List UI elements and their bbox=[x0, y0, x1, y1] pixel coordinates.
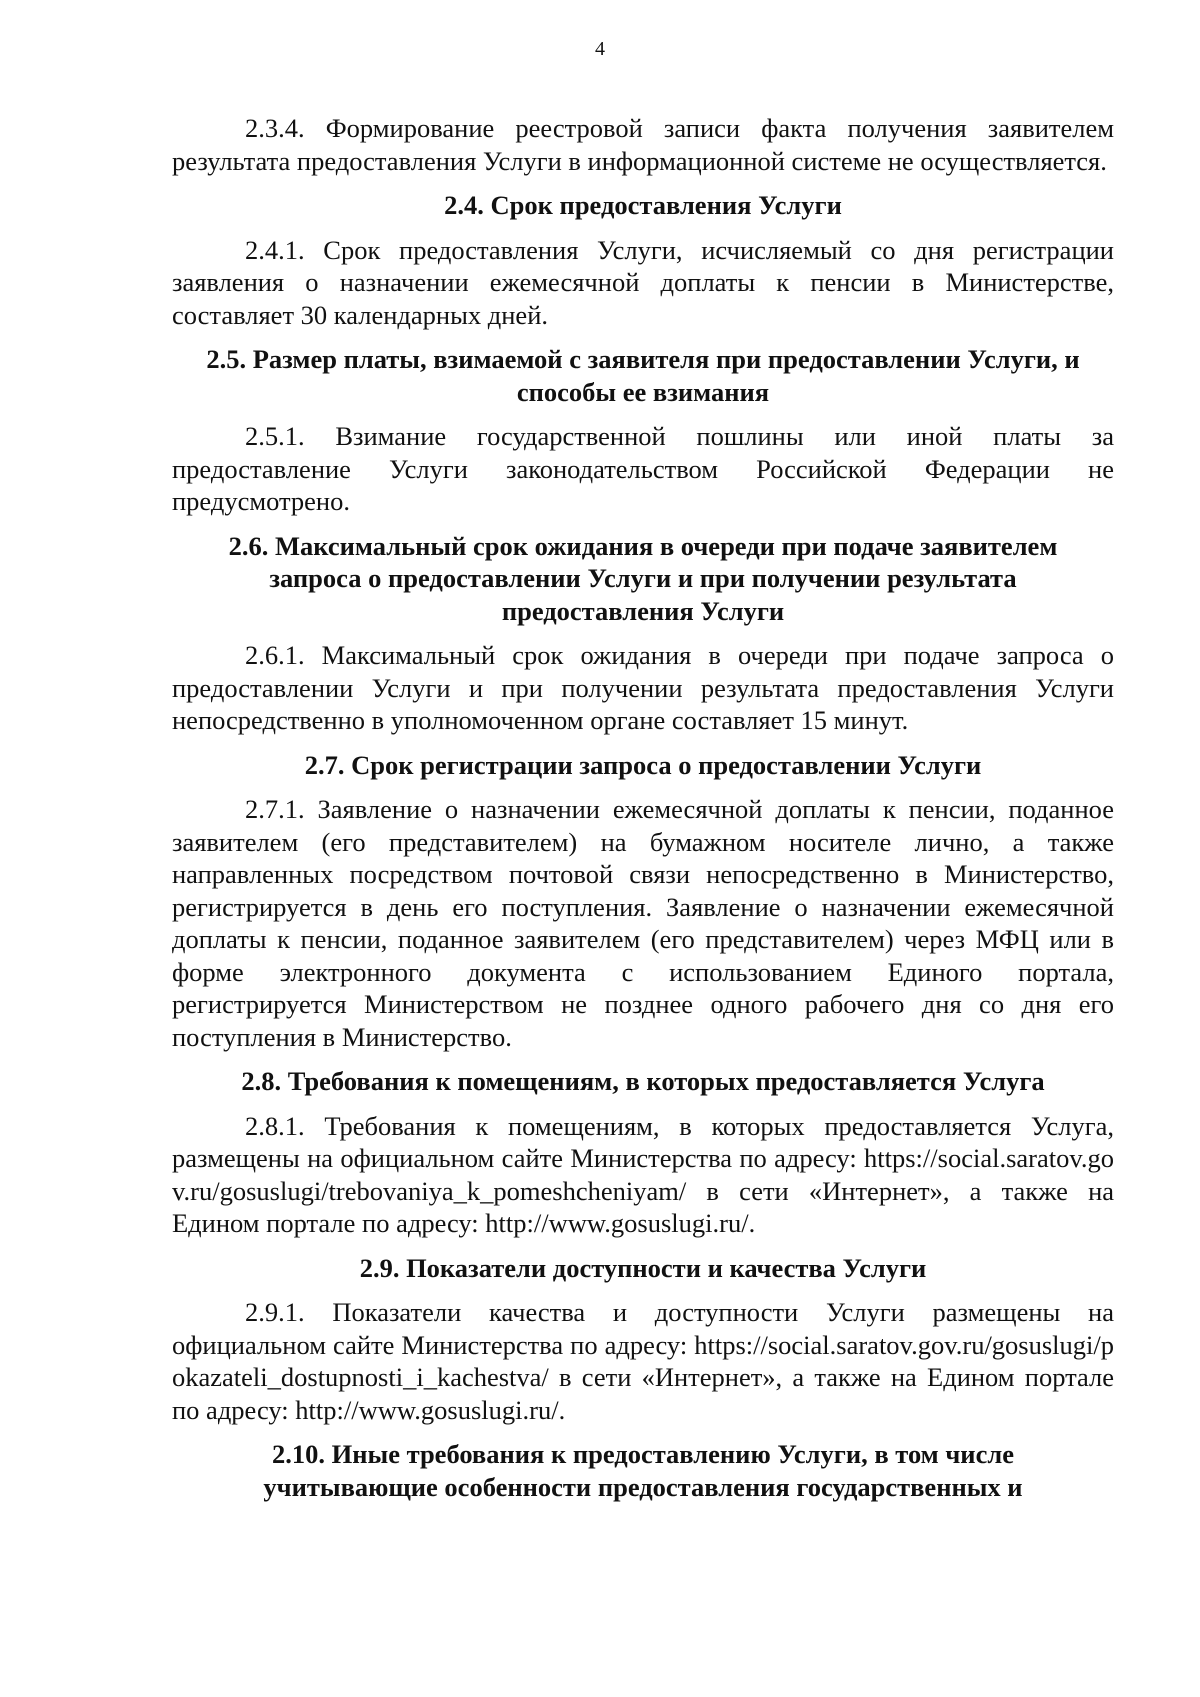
paragraph-2-9-1-text: 2.9.1. Показатели качества и доступности Услуги размещены на официальном сайте Министерства по адресу: bbox=[172, 1297, 1114, 1360]
heading-2-5-line-2: способы ее взимания bbox=[516, 376, 770, 407]
paragraph-2-9-1 bbox=[172, 1296, 1114, 1426]
heading-2-6-line-1: 2.6. Максимальный срок ожидания в очереди при подаче заявителем bbox=[228, 530, 1058, 561]
quality-indicators-url: https://social.saratov.gov.ru/gosuslugi/pokazateli_dostupnosti_i_kachestva/ bbox=[172, 1329, 1115, 1392]
paragraph-2-5-1: 2.5.1. Взимание государственной пошлины или иной платы за предоставление Услуги законодательством Российской Федерации не предусмотрено. bbox=[172, 421, 1114, 516]
heading-2-9: 2.9. Показатели доступности и качества Услуги bbox=[359, 1252, 927, 1283]
paragraph-2-8-1-tail: в сети «Интернет», а также на Едином портале по адресу: http://www.gosuslugi.ru/. bbox=[172, 1175, 1115, 1238]
heading-2-4: 2.4. Срок предоставления Услуги bbox=[444, 190, 842, 220]
paragraph-2-7-1: 2.7.1. Заявление о назначении ежемесячной доплаты к пенсии, поданное заявителем (его представителем) на бумажном носителе лично, а также направленных посредством почтовой связи непосредственно в Министерство, регистрируется в день его поступления. Заявление о назначении ежемесячной доплаты к пенсии, поданное заявителем (его представителем) через МФЦ или в форме электронного документа с использованием Единого портала, регистрируется Министерством не позднее одного рабочего дня со дня его поступления в Министерство. bbox=[172, 794, 1114, 1052]
paragraph-2-9-1-tail: в сети «Интернет», а также на Едином портале по адресу: http://www.gosuslugi.ru/. bbox=[172, 1362, 1115, 1425]
paragraph-2-6-1: 2.6.1. Максимальный срок ожидания в очереди при подаче запроса о предоставлении Услуги и при получении результата предоставления Услуги непосредственно в уполномоченном органе составляет 15 минут. bbox=[172, 640, 1114, 735]
page-number: 4 bbox=[595, 38, 605, 60]
heading-2-6-line-3: предоставления Услуги bbox=[501, 595, 785, 626]
heading-2-10-line-1: 2.10. Иные требования к предоставлению Услуги, в том числе bbox=[272, 1439, 1014, 1469]
heading-2-10-line-2: учитывающие особенности предоставления государственных и bbox=[263, 1471, 1023, 1502]
requirements-url: https://social.saratov.gov.ru/gosuslugi/trebovaniya_k_pomeshcheniyam/ bbox=[172, 1143, 1115, 1206]
heading-2-5 bbox=[172, 343, 1114, 408]
paragraph-2-8-1-text: 2.8.1. Требования к помещениям, в которых предоставляется Услуга, размещены на официальном сайте Министерства по адресу: bbox=[172, 1110, 1114, 1173]
paragraph-2-8-1 bbox=[172, 1110, 1114, 1240]
heading-2-8: 2.8. Требования к помещениям, в которых предоставляется Услуга bbox=[241, 1066, 1045, 1096]
heading-2-5-line-1: 2.5. Размер платы, взимаемой с заявителя при предоставлении Услуги, и bbox=[206, 344, 1080, 374]
paragraph-2-4-1: 2.4.1. Срок предоставления Услуги, исчисляемый со дня регистрации заявления о назначении ежемесячной доплаты к пенсии в Министерстве, составляет 30 календарных дней. bbox=[172, 234, 1114, 330]
paragraph-2-3-4: 2.3.4. Формирование реестровой записи факта получения заявителем результата предоставления Услуги в информационной системе не осуществляется. bbox=[172, 113, 1114, 176]
heading-2-10 bbox=[172, 1438, 1114, 1503]
document-body bbox=[172, 112, 1114, 1515]
heading-2-6 bbox=[172, 530, 1114, 628]
heading-2-6-line-2: запроса о предоставлении Услуги и при получении результата bbox=[269, 563, 1017, 593]
heading-2-7: 2.7. Срок регистрации запроса о предоставлении Услуги bbox=[304, 749, 982, 780]
